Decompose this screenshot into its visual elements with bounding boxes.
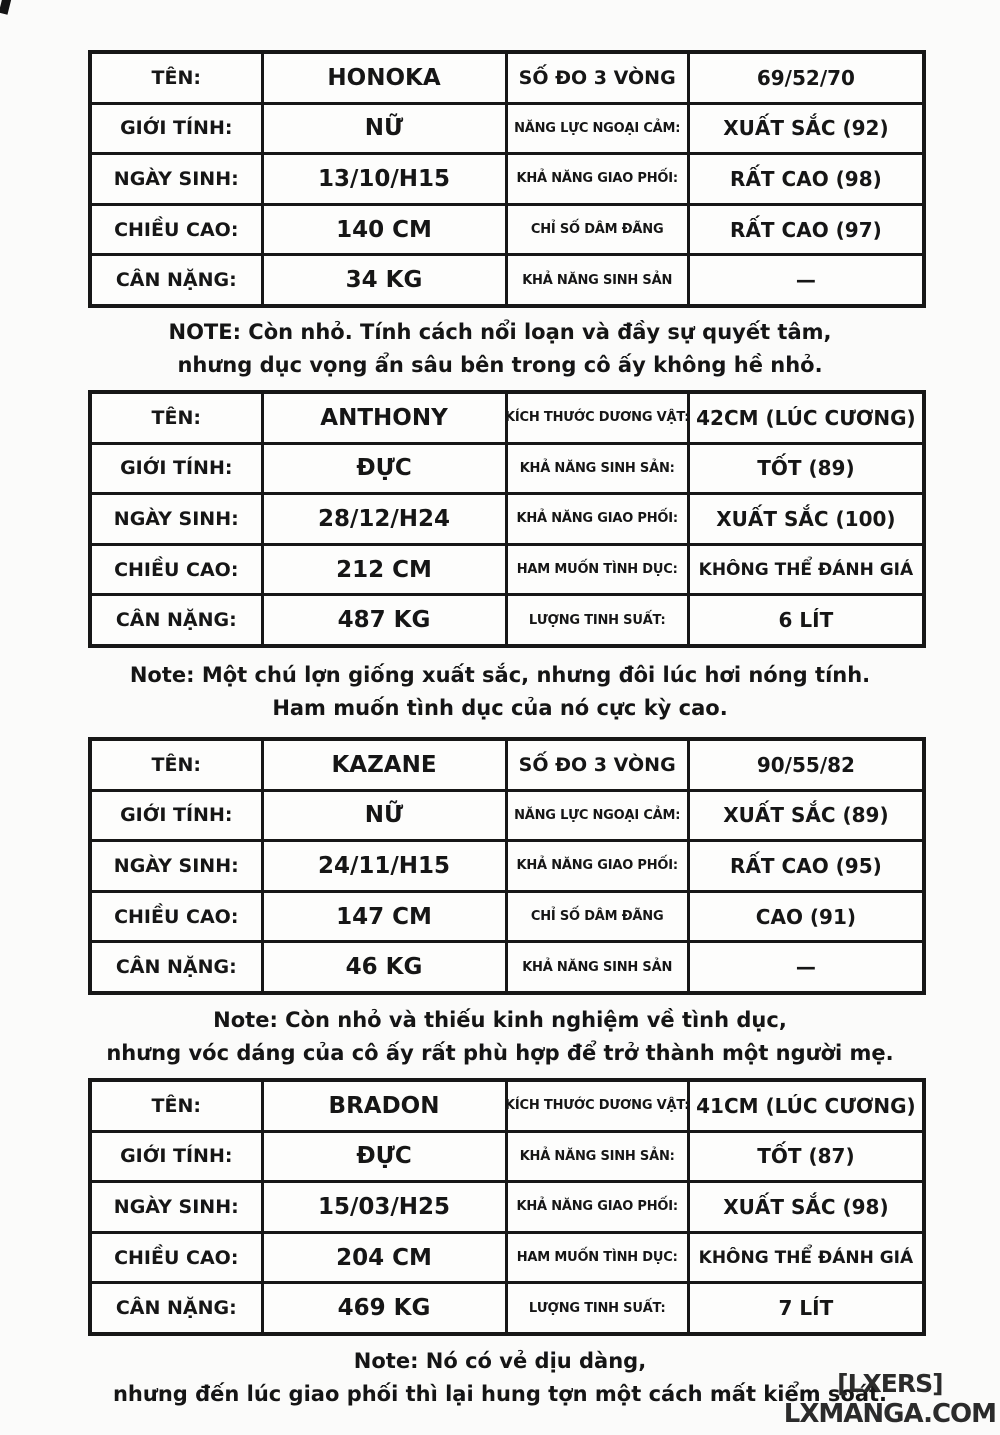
field-label: CHIỀU CAO: xyxy=(114,905,239,928)
field-value: 212 CM xyxy=(261,546,505,594)
field-value: 487 KG xyxy=(261,596,505,644)
table-row xyxy=(92,152,922,203)
field-label: TÊN: xyxy=(151,406,201,429)
field-label: NGÀY SINH: xyxy=(113,167,239,190)
watermark-site-url: LXMANGA.COM xyxy=(783,1399,996,1429)
stat-value: 42CM (LÚC CƯƠNG) xyxy=(687,394,922,442)
table-row xyxy=(92,1180,922,1231)
field-value: 469 KG xyxy=(261,1284,505,1332)
stat-label: HAM MUỐN TÌNH DỤC: xyxy=(505,546,687,594)
note-line: Note: Một chú lợn giống xuất sắc, nhưng đôi lúc hơi nóng tính. xyxy=(129,663,871,687)
field-value: NỮ xyxy=(261,105,505,153)
field-label: TÊN: xyxy=(151,1094,201,1117)
table-row xyxy=(92,102,922,153)
profile-table-kazane xyxy=(88,737,926,995)
profile-table-honoka xyxy=(88,50,926,308)
character-note-kazane xyxy=(81,1004,919,1070)
field-label: CÂN NẶNG: xyxy=(115,956,237,979)
stat-label: SỐ ĐO 3 VÒNG xyxy=(505,741,687,789)
stat-label: LƯỢNG TINH SUẤT: xyxy=(505,596,687,644)
stat-label: KHẢ NĂNG SINH SẢN: xyxy=(505,445,687,493)
stat-value: XUẤT SẮC (100) xyxy=(687,495,922,543)
note-line: NOTE: Còn nhỏ. Tính cách nổi loạn và đầy sự quyết tâm, xyxy=(168,320,832,344)
table-row xyxy=(92,789,922,840)
field-label: CHIỀU CAO: xyxy=(114,1246,239,1269)
field-label: GIỚI TÍNH: xyxy=(120,1145,233,1168)
watermark xyxy=(784,1369,996,1429)
stat-value: 90/55/82 xyxy=(687,741,922,789)
field-value: 46 KG xyxy=(261,943,505,991)
stat-value: — xyxy=(687,256,922,304)
field-value: 204 CM xyxy=(261,1234,505,1282)
field-value: 13/10/H15 xyxy=(261,155,505,203)
stat-label: CHỈ SỐ DÂM ĐÃNG xyxy=(505,893,687,941)
field-label: GIỚI TÍNH: xyxy=(120,117,233,140)
stat-label: KHẢ NĂNG GIAO PHỐI: xyxy=(505,495,687,543)
table-row xyxy=(92,940,922,991)
field-value: ĐỰC xyxy=(261,1133,505,1181)
note-line: Note: Nó có vẻ dịu dàng, xyxy=(353,1349,647,1373)
watermark-group-tag: [LXERS] xyxy=(837,1369,943,1398)
field-label: GIỚI TÍNH: xyxy=(120,804,233,827)
field-label: NGÀY SINH: xyxy=(113,507,239,530)
stat-value: XUẤT SẮC (92) xyxy=(687,105,922,153)
stat-value: KHÔNG THỂ ĐÁNH GIÁ xyxy=(687,1234,922,1282)
stat-value: CAO (91) xyxy=(687,893,922,941)
field-value: ANTHONY xyxy=(261,394,505,442)
note-line: nhưng dục vọng ẩn sâu bên trong cô ấy không hề nhỏ. xyxy=(177,353,823,377)
field-label: CÂN NẶNG: xyxy=(115,1297,237,1320)
field-value: KAZANE xyxy=(261,741,505,789)
field-value: NỮ xyxy=(261,792,505,840)
table-row xyxy=(92,1281,922,1332)
field-label: GIỚI TÍNH: xyxy=(120,457,233,480)
stat-label: NĂNG LỰC NGOẠI CẢM: xyxy=(505,105,687,153)
note-line: Note: Còn nhỏ và thiếu kinh nghiệm về tình dục, xyxy=(213,1008,787,1032)
stat-label: LƯỢNG TINH SUẤT: xyxy=(505,1284,687,1332)
stat-label: CHỈ SỐ DÂM ĐÃNG xyxy=(505,206,687,254)
profile-table-anthony xyxy=(88,390,926,648)
stat-value: KHÔNG THỂ ĐÁNH GIÁ xyxy=(687,546,922,594)
stat-value: 41CM (LÚC CƯƠNG) xyxy=(687,1082,922,1130)
character-note-anthony xyxy=(81,659,919,725)
table-row xyxy=(92,54,922,102)
stat-value: 69/52/70 xyxy=(687,54,922,102)
field-value: 140 CM xyxy=(261,206,505,254)
stat-value: XUẤT SẮC (98) xyxy=(687,1183,922,1231)
table-row xyxy=(92,492,922,543)
stat-label: NĂNG LỰC NGOẠI CẢM: xyxy=(505,792,687,840)
field-value: HONOKA xyxy=(261,54,505,102)
field-label: TÊN: xyxy=(151,66,201,89)
field-label: CHIỀU CAO: xyxy=(114,558,239,581)
field-value: 34 KG xyxy=(261,256,505,304)
stat-value: — xyxy=(687,943,922,991)
field-value: 15/03/H25 xyxy=(261,1183,505,1231)
table-row xyxy=(92,442,922,493)
scan-artifact xyxy=(0,0,12,15)
field-label: TÊN: xyxy=(151,753,201,776)
stat-value: RẤT CAO (95) xyxy=(687,842,922,890)
field-label: NGÀY SINH: xyxy=(113,854,239,877)
stat-label: HAM MUỐN TÌNH DỤC: xyxy=(505,1234,687,1282)
note-line: nhưng đến lúc giao phối thì lại hung tợn một cách mất kiểm soát. xyxy=(112,1382,888,1406)
profile-table-bradon xyxy=(88,1078,926,1336)
stat-value: RẤT CAO (97) xyxy=(687,206,922,254)
table-row xyxy=(92,593,922,644)
stat-label: KHẢ NĂNG GIAO PHỐI: xyxy=(505,1183,687,1231)
stat-value: 6 LÍT xyxy=(687,596,922,644)
field-label: NGÀY SINH: xyxy=(113,1195,239,1218)
table-row xyxy=(92,543,922,594)
table-row xyxy=(92,1130,922,1181)
field-value: 28/12/H24 xyxy=(261,495,505,543)
field-label: CÂN NẶNG: xyxy=(115,609,237,632)
stat-value: TỐT (89) xyxy=(687,445,922,493)
field-label: CÂN NẶNG: xyxy=(115,269,237,292)
stat-value: TỐT (87) xyxy=(687,1133,922,1181)
stat-label: KÍCH THƯỚC DƯƠNG VẬT: xyxy=(505,1082,687,1130)
table-row xyxy=(92,839,922,890)
table-row xyxy=(92,1082,922,1130)
table-row xyxy=(92,1231,922,1282)
stat-value: XUẤT SẮC (89) xyxy=(687,792,922,840)
table-row xyxy=(92,890,922,941)
stat-label: KHẢ NĂNG SINH SẢN: xyxy=(505,1133,687,1181)
stat-label: KHẢ NĂNG SINH SẢN xyxy=(505,943,687,991)
table-row xyxy=(92,203,922,254)
field-value: ĐỰC xyxy=(261,445,505,493)
note-line: Ham muốn tình dục của nó cực kỳ cao. xyxy=(272,696,728,720)
table-row xyxy=(92,741,922,789)
stat-label: KÍCH THƯỚC DƯƠNG VẬT: xyxy=(505,394,687,442)
field-value: 147 CM xyxy=(261,893,505,941)
stat-value: RẤT CAO (98) xyxy=(687,155,922,203)
stat-label: SỐ ĐO 3 VÒNG xyxy=(505,54,687,102)
stat-label: KHẢ NĂNG GIAO PHỐI: xyxy=(505,155,687,203)
stat-label: KHẢ NĂNG SINH SẢN xyxy=(505,256,687,304)
table-row xyxy=(92,253,922,304)
table-row xyxy=(92,394,922,442)
field-value: 24/11/H15 xyxy=(261,842,505,890)
stat-value: 7 LÍT xyxy=(687,1284,922,1332)
field-value: BRADON xyxy=(261,1082,505,1130)
character-note-honoka xyxy=(81,316,919,382)
note-line: nhưng vóc dáng của cô ấy rất phù hợp để trở thành một người mẹ. xyxy=(106,1041,894,1065)
stat-label: KHẢ NĂNG GIAO PHỐI: xyxy=(505,842,687,890)
field-label: CHIỀU CAO: xyxy=(114,218,239,241)
